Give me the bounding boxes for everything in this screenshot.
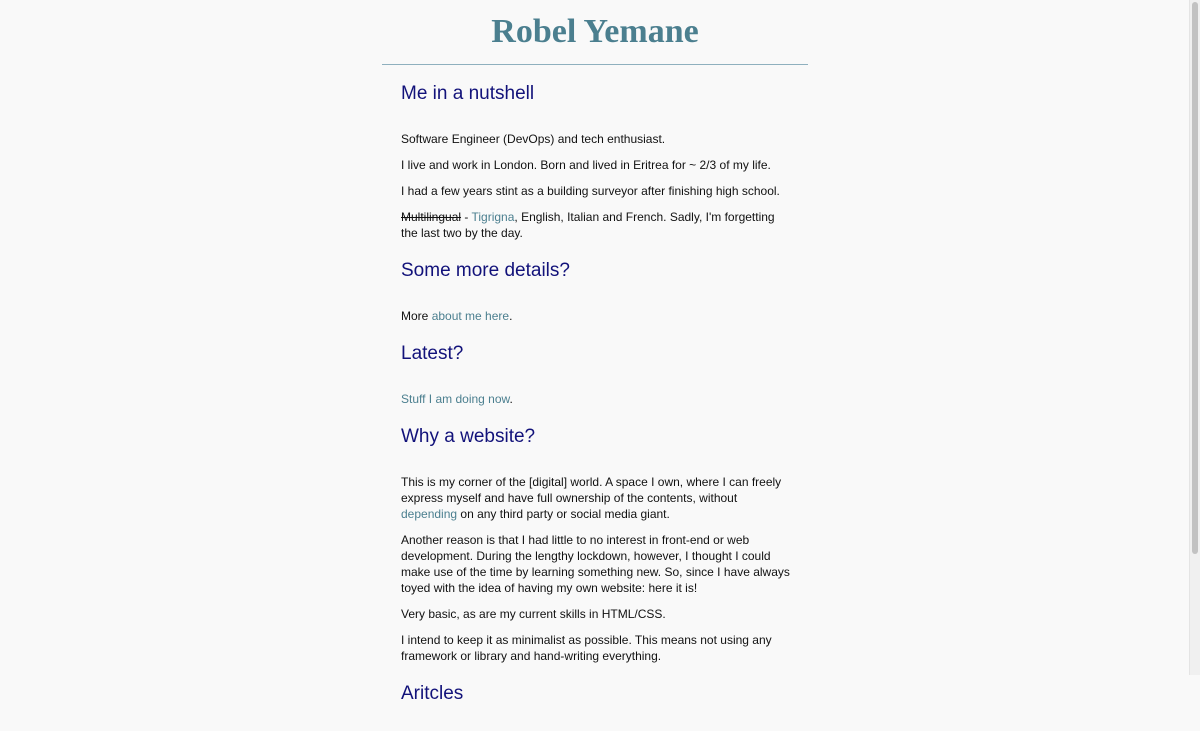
languages-paragraph bbox=[401, 209, 793, 241]
latest-suffix: . bbox=[509, 392, 513, 406]
site-header bbox=[382, 0, 808, 65]
section-nutshell bbox=[401, 80, 793, 241]
details-paragraph bbox=[401, 308, 793, 324]
now-link[interactable]: Stuff I am doing now bbox=[401, 392, 510, 406]
section-articles bbox=[401, 680, 793, 708]
languages-rest: , English, Italian and French. Sadly, I'm forgetting the last two by the day. bbox=[401, 210, 775, 240]
why-paragraph-3: Very basic, as are my current skills in HTML/CSS. bbox=[401, 607, 666, 621]
vertical-scrollbar[interactable] bbox=[1189, 0, 1200, 675]
location-paragraph: I live and work in London. Born and lived in Eritrea for ~ 2/3 of my life. bbox=[401, 158, 771, 172]
why-p1-start: This is my corner of the [digital] world. A space I own, where I can freely express myself and have full ownership of the contents, without bbox=[401, 475, 782, 505]
heading-articles: Aritcles bbox=[401, 683, 464, 704]
languages-separator: - bbox=[461, 210, 472, 224]
multilingual-strikethrough: Multilingual bbox=[401, 210, 462, 224]
site-title: Robel Yemane bbox=[491, 13, 699, 50]
section-details bbox=[401, 257, 793, 324]
details-prefix: More bbox=[401, 309, 432, 323]
heading-why: Why a website? bbox=[401, 426, 536, 447]
why-paragraph-1 bbox=[401, 474, 793, 522]
section-latest bbox=[401, 340, 793, 407]
about-me-link[interactable]: about me here bbox=[431, 309, 510, 323]
why-paragraph-2: Another reason is that I had little to no interest in front-end or web development. During the lengthy lockdown, however, I thought I could make use of the time by learning something new. So, since I have always toyed with the idea of having my own website: here it is! bbox=[401, 533, 790, 595]
heading-nutshell: Me in a nutshell bbox=[401, 83, 535, 104]
main-content bbox=[401, 80, 793, 731]
scrollbar-thumb[interactable] bbox=[1192, 2, 1198, 554]
tigrigna-link[interactable]: Tigrigna bbox=[471, 210, 515, 224]
heading-latest: Latest? bbox=[401, 343, 464, 364]
details-suffix: . bbox=[509, 309, 513, 323]
section-why bbox=[401, 423, 793, 664]
latest-paragraph bbox=[401, 391, 793, 407]
surveyor-paragraph: I had a few years stint as a building surveyor after finishing high school. bbox=[401, 184, 780, 198]
why-paragraph-4: I intend to keep it as minimalist as possible. This means not using any framework or library and hand-writing everything. bbox=[401, 633, 772, 663]
depending-link[interactable]: depending bbox=[401, 507, 458, 521]
why-p1-end: on any third party or social media giant. bbox=[457, 507, 670, 521]
heading-details: Some more details? bbox=[401, 260, 570, 281]
intro-paragraph: Software Engineer (DevOps) and tech enthusiast. bbox=[401, 132, 666, 146]
